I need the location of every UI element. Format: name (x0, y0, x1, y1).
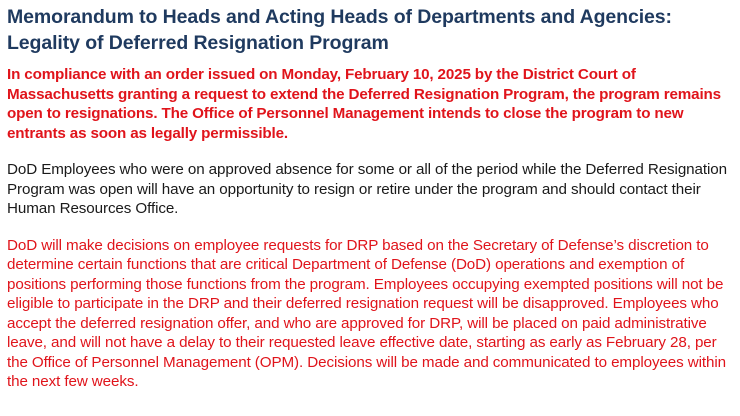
court-order-notice: In compliance with an order issued on Monday, February 10, 2025 by the District Court of Massachusetts granting a request to extend the Deferred Resignation Program, the program remains open to resignations. The Office of Personnel Management intends to close the program to new entrants as soon as legally permissible. (7, 66, 721, 142)
approved-absence-paragraph: DoD Employees who were on approved absence for some or all of the period while the Deferred Resignation Program was open will have an opportunity to resign or retire under the program and should contact their Human Resources Office. (7, 161, 727, 217)
drp-decisions-paragraph: DoD will make decisions on employee requests for DRP based on the Secretary of Defense’s discretion to determine certain functions that are critical Department of Defense (DoD) operations and exemption of positions performing those functions from the program. Employees occupying exempted positions will not be eligible to participate in the DRP and their deferred resignation request will be disapproved. Employees who accept the deferred resignation offer, and who are approved for DRP, will be placed on paid administrative leave, and will not have a delay to their requested leave effective date, starting as early as February 28, per the Office of Personnel Management (OPM). Decisions will be made and communicated to employees within the next few weeks. (7, 236, 726, 390)
memo-title: Memorandum to Heads and Acting Heads of Departments and Agencies: Legality of Deferred Resignation Program (7, 6, 672, 54)
